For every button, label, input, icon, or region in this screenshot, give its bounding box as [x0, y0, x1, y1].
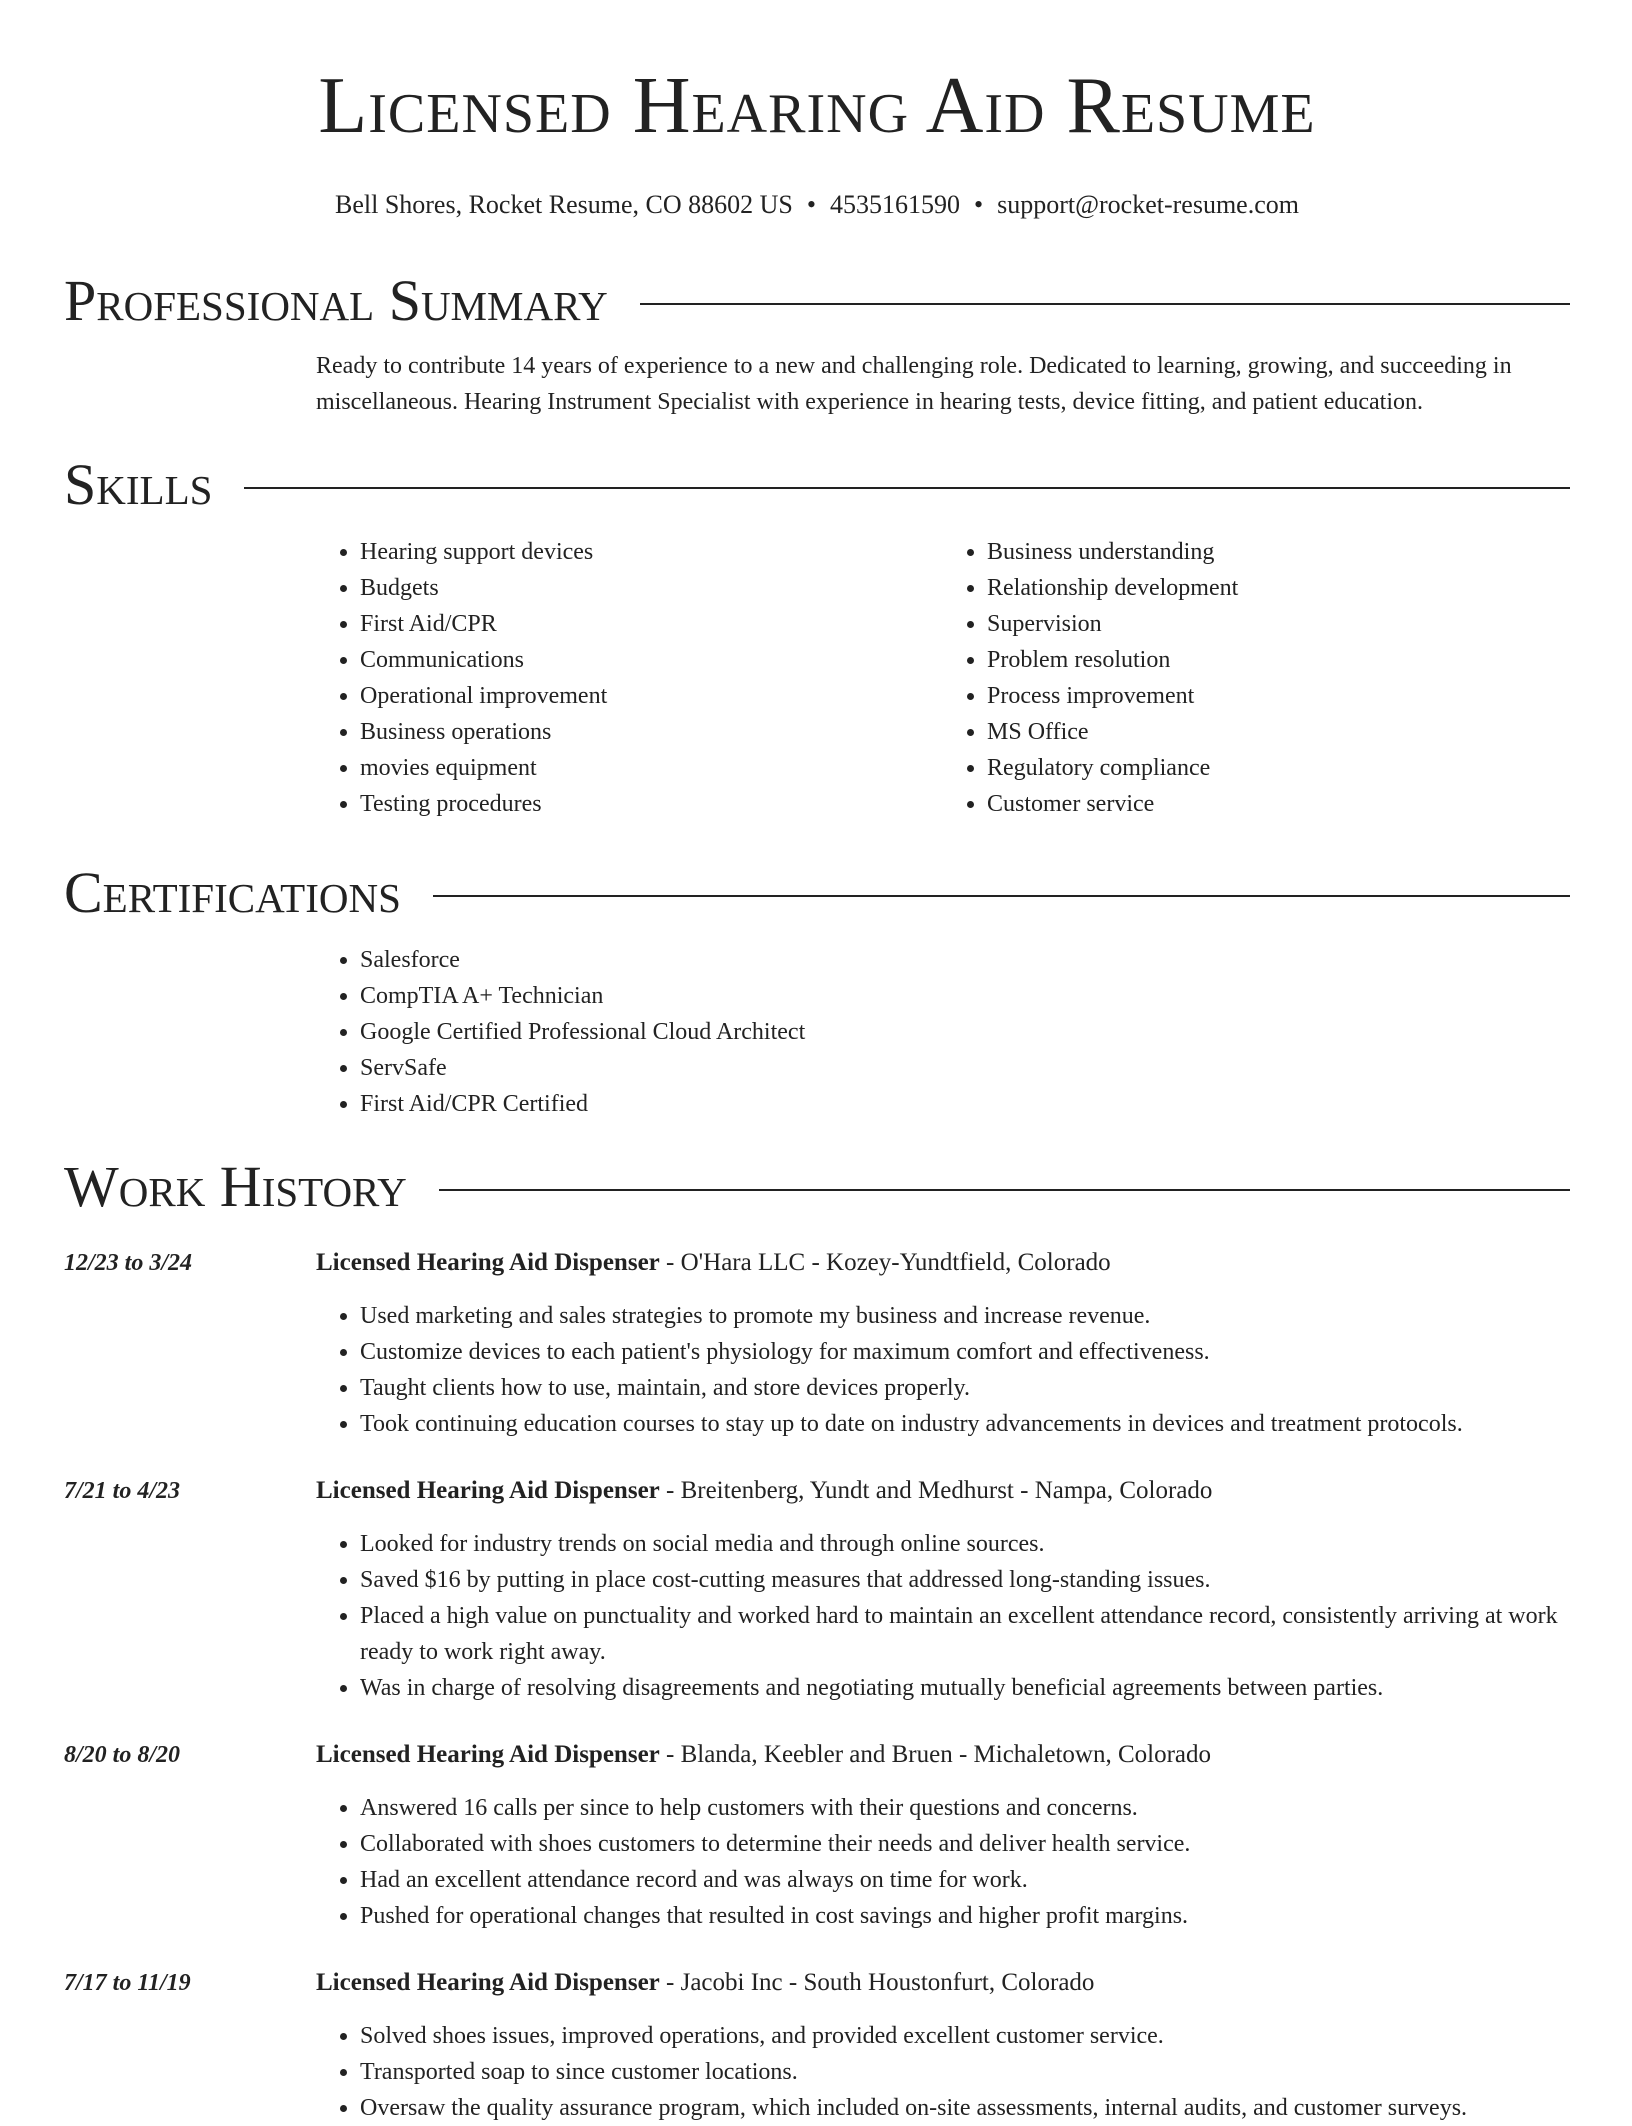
resume-page — [64, 0, 1570, 2126]
certification-item: • Salesforce — [360, 942, 1570, 978]
section-divider — [439, 1189, 1570, 1191]
job-role: Licensed Hearing Aid Dispenser — [316, 1741, 660, 1768]
skills-list-right — [943, 534, 1570, 822]
job-bullet: • Placed a high value on punctuality and worked hard to maintain an excellent attendance record, consistently arriving at work ready to work right away. — [360, 1598, 1570, 1670]
section-divider — [640, 303, 1570, 305]
certification-item: • ServSafe — [360, 1050, 1570, 1086]
skill-item: • Relationship development — [987, 570, 1570, 606]
job-entry — [64, 1246, 1570, 1442]
job-details — [316, 1474, 1570, 1706]
job-bullet: • Looked for industry trends on social media and through online sources. — [360, 1526, 1570, 1562]
job-details — [316, 1966, 1570, 2126]
job-bullet: • Solved shoes issues, improved operations, and provided excellent customer service. — [360, 2018, 1570, 2054]
job-bullet: • Customize devices to each patient's physiology for maximum comfort and effectiveness. — [360, 1334, 1570, 1370]
section-divider — [244, 487, 1570, 489]
job-bullet: • Taught clients how to use, maintain, and store devices properly. — [360, 1370, 1570, 1406]
summary-section-header — [64, 266, 1570, 336]
job-header — [316, 1474, 1570, 1508]
job-dates: 12/23 to 3/24 — [64, 1250, 193, 1276]
skill-item: • Regulatory compliance — [987, 750, 1570, 786]
contact-email: support@rocket-resume.com — [997, 190, 1299, 219]
job-bullets — [316, 1790, 1570, 1934]
certification-item: • First Aid/CPR Certified — [360, 1086, 1570, 1122]
job-dates: 7/21 to 4/23 — [64, 1478, 181, 1504]
contact-separator: • — [973, 190, 984, 219]
job-header — [316, 1966, 1570, 2000]
job-role: Licensed Hearing Aid Dispenser — [316, 1249, 660, 1276]
job-dates: 8/20 to 8/20 — [64, 1742, 181, 1768]
work-history-list — [64, 1246, 1570, 2126]
skill-item: • First Aid/CPR — [360, 606, 943, 642]
job-header — [316, 1738, 1570, 1772]
job-header — [316, 1246, 1570, 1280]
job-bullets — [316, 1298, 1570, 1442]
job-details — [316, 1246, 1570, 1442]
skills-list-left — [316, 534, 943, 822]
job-bullet: • Pushed for operational changes that resulted in cost savings and higher profit margins. — [360, 1898, 1570, 1934]
skill-item: • movies equipment — [360, 750, 943, 786]
summary-section — [316, 348, 1570, 420]
job-bullets — [316, 1526, 1570, 1706]
skill-item: • Supervision — [987, 606, 1570, 642]
skills-heading: Skills — [64, 452, 213, 517]
contact-separator: • — [806, 190, 816, 219]
skills-section-header — [64, 450, 1570, 520]
certifications-section — [316, 942, 1570, 1122]
skill-item: • Business operations — [360, 714, 943, 750]
job-bullet: • Collaborated with shoes customers to determine their needs and deliver health service. — [360, 1826, 1570, 1862]
certifications-heading: Certifications — [64, 860, 401, 925]
skill-item: • Problem resolution — [987, 642, 1570, 678]
job-bullets — [316, 2018, 1570, 2126]
resume-title: Licensed Hearing Aid Resume — [318, 62, 1316, 150]
skill-item: • Customer service — [987, 786, 1570, 822]
summary-heading: Professional Summary — [64, 268, 608, 333]
job-entry — [64, 1738, 1570, 1934]
job-entry — [64, 1966, 1570, 2126]
skill-item: • Operational improvement — [360, 678, 943, 714]
certification-item: • Google Certified Professional Cloud Architect — [360, 1014, 1570, 1050]
skill-item: • Budgets — [360, 570, 943, 606]
job-role: Licensed Hearing Aid Dispenser — [316, 1477, 660, 1504]
certification-item: • CompTIA A+ Technician — [360, 978, 1570, 1014]
job-bullet: • Transported soap to since customer locations. — [360, 2054, 1570, 2090]
job-employer-location: - Breitenberg, Yundt and Medhurst - Nampa, Colorado — [659, 1477, 1213, 1504]
job-role: Licensed Hearing Aid Dispenser — [316, 1969, 660, 1996]
job-bullet: • Used marketing and sales strategies to promote my business and increase revenue. — [360, 1298, 1570, 1334]
skill-item: • Communications — [360, 642, 943, 678]
contact-phone: 4535161590 — [829, 190, 960, 219]
skill-item: • MS Office — [987, 714, 1570, 750]
job-entry — [64, 1474, 1570, 1706]
job-bullet: • Answered 16 calls per since to help customers with their questions and concerns. — [360, 1790, 1570, 1826]
skills-section — [316, 534, 1570, 822]
job-details — [316, 1738, 1570, 1934]
summary-text: Ready to contribute 14 years of experience to a new and challenging role. Dedicated to learning, growing, and succeeding in miscellaneous. Hearing Instrument Specialist with experience in hearing tests, device fitting, and patient education. — [316, 353, 1512, 415]
skill-item: • Hearing support devices — [360, 534, 943, 570]
work-heading: Work History — [64, 1154, 407, 1219]
contact-address: Bell Shores, Rocket Resume, CO 88602 US — [334, 190, 793, 219]
job-employer-location: - Blanda, Keebler and Bruen - Michaletown, Colorado — [659, 1741, 1211, 1768]
job-employer-location: - Jacobi Inc - South Houstonfurt, Colorado — [659, 1969, 1095, 1996]
job-bullet: • Saved $16 by putting in place cost-cutting measures that addressed long-standing issues. — [360, 1562, 1570, 1598]
certifications-section-header — [64, 858, 1570, 928]
skill-item: • Business understanding — [987, 534, 1570, 570]
skill-item: • Testing procedures — [360, 786, 943, 822]
certifications-list — [316, 942, 1570, 1122]
job-bullet: • Had an excellent attendance record and was always on time for work. — [360, 1862, 1570, 1898]
job-bullet: • Took continuing education courses to stay up to date on industry advancements in devices and treatment protocols. — [360, 1406, 1570, 1442]
job-employer-location: - O'Hara LLC - Kozey-Yundtfield, Colorado — [659, 1249, 1111, 1276]
skill-item: • Process improvement — [987, 678, 1570, 714]
contact-line — [64, 188, 1570, 222]
work-section-header — [64, 1152, 1570, 1222]
job-dates: 7/17 to 11/19 — [64, 1970, 191, 1996]
section-divider — [433, 895, 1570, 897]
job-bullet: • Oversaw the quality assurance program, which included on-site assessments, internal audits, and customer surveys. — [360, 2090, 1570, 2126]
job-bullet: • Was in charge of resolving disagreements and negotiating mutually beneficial agreements between parties. — [360, 1670, 1570, 1706]
